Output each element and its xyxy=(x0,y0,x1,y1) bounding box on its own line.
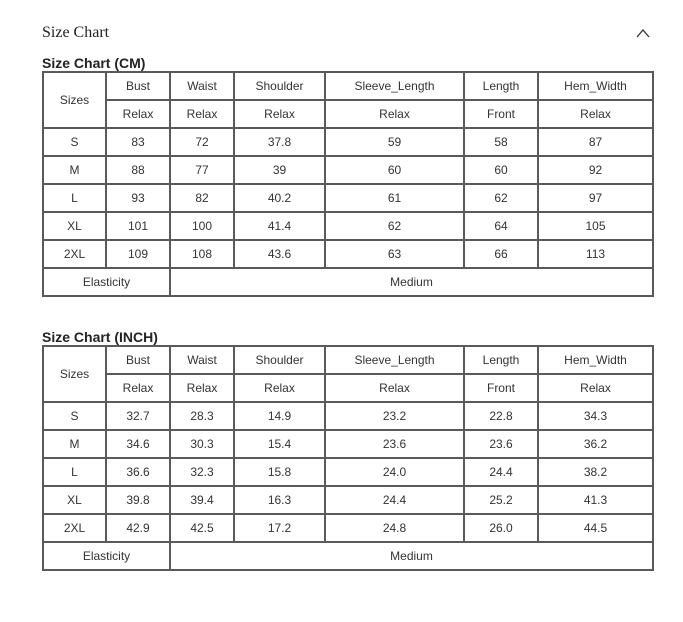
table-header-cell: Hem_Width xyxy=(538,346,653,374)
table-cell: 24.4 xyxy=(325,486,464,514)
table-cell: 16.3 xyxy=(234,486,325,514)
table-cell: 39.4 xyxy=(170,486,234,514)
table-cell: 38.2 xyxy=(538,458,653,486)
table-cell: 24.4 xyxy=(464,458,538,486)
size-label-cell: M xyxy=(43,430,106,458)
size-label-cell: XL xyxy=(43,486,106,514)
table-cell: 36.6 xyxy=(106,458,170,486)
size-label-cell: L xyxy=(43,458,106,486)
table-subheader-cell: Relax xyxy=(538,374,653,402)
chevron-up-icon[interactable] xyxy=(636,28,650,38)
size-label-cell: S xyxy=(43,128,106,156)
table-cell: 59 xyxy=(325,128,464,156)
table-cell: 61 xyxy=(325,184,464,212)
table-header-cell: Shoulder xyxy=(234,72,325,100)
section-title-inch: Size Chart (INCH) xyxy=(42,329,158,345)
elasticity-value-cell: Medium xyxy=(170,268,653,296)
table-cell: 30.3 xyxy=(170,430,234,458)
table-cell: 40.2 xyxy=(234,184,325,212)
table-cell: 44.5 xyxy=(538,514,653,542)
table-header-row xyxy=(43,346,653,374)
table-cell: 109 xyxy=(106,240,170,268)
table-row xyxy=(43,430,653,458)
table-row xyxy=(43,184,653,212)
table-cell: 108 xyxy=(170,240,234,268)
table-cell: 14.9 xyxy=(234,402,325,430)
table-header-cell: Hem_Width xyxy=(538,72,653,100)
table-cell: 39.8 xyxy=(106,486,170,514)
table-row xyxy=(43,128,653,156)
table-cell: 37.8 xyxy=(234,128,325,156)
table-row xyxy=(43,486,653,514)
table-row xyxy=(43,156,653,184)
table-cell: 64 xyxy=(464,212,538,240)
size-table-inch xyxy=(42,345,654,571)
table-cell: 34.6 xyxy=(106,430,170,458)
table-cell: 42.5 xyxy=(170,514,234,542)
table-subheader-cell: Relax xyxy=(170,374,234,402)
table-cell: 60 xyxy=(325,156,464,184)
table-cell: 87 xyxy=(538,128,653,156)
table-subheader-cell: Front xyxy=(464,374,538,402)
table-header-cell: Waist xyxy=(170,72,234,100)
table-subheader-row xyxy=(43,100,653,128)
size-label-cell: XL xyxy=(43,212,106,240)
table-row xyxy=(43,514,653,542)
table-cell: 97 xyxy=(538,184,653,212)
table-cell: 82 xyxy=(170,184,234,212)
table-header-cell: Length xyxy=(464,72,538,100)
table-subheader-cell: Relax xyxy=(538,100,653,128)
table-cell: 34.3 xyxy=(538,402,653,430)
elasticity-label-cell: Elasticity xyxy=(43,268,170,296)
table-cell: 23.6 xyxy=(464,430,538,458)
table-header-cell: Sizes xyxy=(43,346,106,402)
table-cell: 42.9 xyxy=(106,514,170,542)
table-cell: 41.3 xyxy=(538,486,653,514)
table-cell: 36.2 xyxy=(538,430,653,458)
table-cell: 24.8 xyxy=(325,514,464,542)
table-cell: 17.2 xyxy=(234,514,325,542)
elasticity-label-cell: Elasticity xyxy=(43,542,170,570)
table-subheader-cell: Relax xyxy=(325,374,464,402)
table-cell: 83 xyxy=(106,128,170,156)
table-cell: 62 xyxy=(325,212,464,240)
table-cell: 72 xyxy=(170,128,234,156)
table-header-cell: Sleeve_Length xyxy=(325,346,464,374)
table-cell: 62 xyxy=(464,184,538,212)
table-subheader-row xyxy=(43,374,653,402)
table-header-cell: Waist xyxy=(170,346,234,374)
table-cell: 32.7 xyxy=(106,402,170,430)
size-label-cell: 2XL xyxy=(43,240,106,268)
table-subheader-cell: Relax xyxy=(170,100,234,128)
table-header-cell: Bust xyxy=(106,346,170,374)
table-cell: 25.2 xyxy=(464,486,538,514)
table-footer-row xyxy=(43,542,653,570)
table-cell: 15.8 xyxy=(234,458,325,486)
table-row xyxy=(43,240,653,268)
table-header-cell: Sleeve_Length xyxy=(325,72,464,100)
elasticity-value-cell: Medium xyxy=(170,542,653,570)
table-subheader-cell: Relax xyxy=(106,100,170,128)
table-cell: 39 xyxy=(234,156,325,184)
table-cell: 92 xyxy=(538,156,653,184)
table-cell: 77 xyxy=(170,156,234,184)
table-cell: 15.4 xyxy=(234,430,325,458)
table-cell: 93 xyxy=(106,184,170,212)
table-header-cell: Bust xyxy=(106,72,170,100)
table-cell: 23.2 xyxy=(325,402,464,430)
table-cell: 24.0 xyxy=(325,458,464,486)
table-cell: 100 xyxy=(170,212,234,240)
size-table-cm xyxy=(42,71,654,297)
accordion-title: Size Chart xyxy=(42,24,110,41)
section-title-cm: Size Chart (CM) xyxy=(42,55,146,71)
table-subheader-cell: Relax xyxy=(325,100,464,128)
table-header-cell: Sizes xyxy=(43,72,106,128)
table-cell: 26.0 xyxy=(464,514,538,542)
table-cell: 28.3 xyxy=(170,402,234,430)
table-cell: 88 xyxy=(106,156,170,184)
size-label-cell: L xyxy=(43,184,106,212)
table-cell: 43.6 xyxy=(234,240,325,268)
table-subheader-cell: Front xyxy=(464,100,538,128)
table-row xyxy=(43,402,653,430)
table-cell: 113 xyxy=(538,240,653,268)
table-row xyxy=(43,458,653,486)
table-cell: 63 xyxy=(325,240,464,268)
table-cell: 58 xyxy=(464,128,538,156)
table-cell: 41.4 xyxy=(234,212,325,240)
table-subheader-cell: Relax xyxy=(234,100,325,128)
table-cell: 60 xyxy=(464,156,538,184)
table-cell: 32.3 xyxy=(170,458,234,486)
size-label-cell: S xyxy=(43,402,106,430)
size-label-cell: 2XL xyxy=(43,514,106,542)
table-subheader-cell: Relax xyxy=(106,374,170,402)
table-header-cell: Shoulder xyxy=(234,346,325,374)
table-subheader-cell: Relax xyxy=(234,374,325,402)
size-chart-accordion-header[interactable] xyxy=(42,22,654,48)
size-label-cell: M xyxy=(43,156,106,184)
table-header-row xyxy=(43,72,653,100)
table-cell: 66 xyxy=(464,240,538,268)
table-header-cell: Length xyxy=(464,346,538,374)
table-cell: 23.6 xyxy=(325,430,464,458)
table-footer-row xyxy=(43,268,653,296)
table-cell: 22.8 xyxy=(464,402,538,430)
table-cell: 105 xyxy=(538,212,653,240)
table-row xyxy=(43,212,653,240)
table-cell: 101 xyxy=(106,212,170,240)
